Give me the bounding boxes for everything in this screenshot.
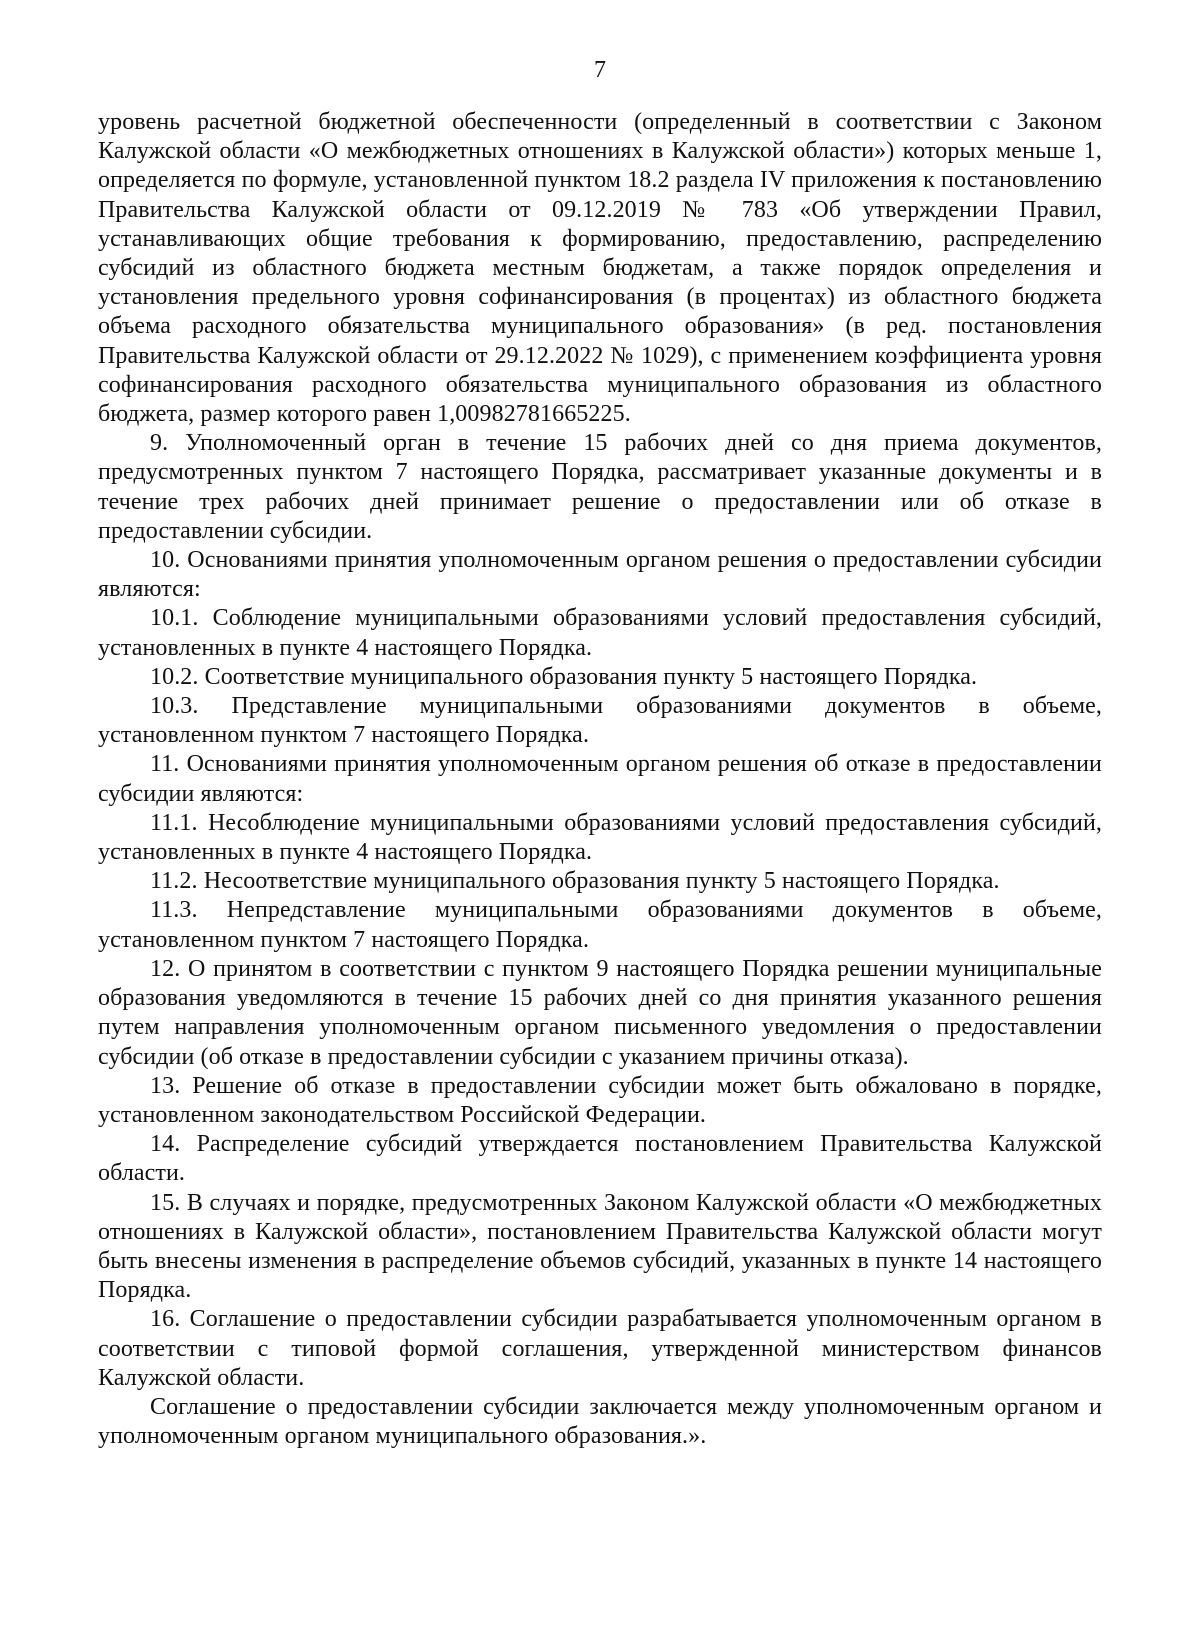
paragraph-item-11: 11. Основаниями принятия уполномоченным органом решения об отказе в предоставлении субсидии являются: (98, 751, 1102, 807)
paragraph-item-14: 14. Распределение субсидий утверждается постановлением Правительства Калужской области. (98, 1131, 1102, 1187)
paragraph-item-15: 15. В случаях и порядке, предусмотренных Законом Калужской области «О межбюджетных отношениях в Калужской области», постановлением Правительства Калужской области могут быть внесены изменения в распределение объемов субсидий, указанных в пункте 14 настоящего Порядка. (98, 1189, 1102, 1304)
paragraph-continuation: уровень расчетной бюджетной обеспеченности (определенный в соответствии с Законом Калужской области «О межбюджетных отношениях в Калужской области») которых меньше 1, определяется по формуле, установленной пунктом 18.2 раздела IV приложения к постановлению Правительства Калужской области от 09.12.2019 № 783 «Об утверждении Правил, устанавливающих общие требования к формированию, предоставлению, распределению субсидий из областного бюджета местным бюджетам, а также порядок определения и установления предельного уровня софинансирования (в процентах) из областного бюджета объема расходного обязательства муниципального образования» (в ред. постановления Правительства Калужской области от 29.12.2022 № 1029), с применением коэффициента уровня софинансирования расходного обязательства муниципального образования из областного бюджета, размер которого равен 1,00982781665225. (98, 109, 1102, 428)
paragraph-item-11-1: 11.1. Несоблюдение муниципальными образованиями условий предоставления субсидий, установленных в пункте 4 настоящего Порядка. (98, 809, 1102, 866)
paragraph-item-10: 10. Основаниями принятия уполномоченным органом решения о предоставлении субсидии являются: (98, 547, 1102, 603)
paragraph-item-10-3: 10.3. Представление муниципальными образованиями документов в объеме, установленном пунктом 7 настоящего Порядка. (98, 693, 1102, 749)
paragraph-final: Соглашение о предоставлении субсидии заключается между уполномоченным органом и уполномоченным органом муниципального образования.». (98, 1393, 1102, 1450)
document-body (98, 108, 1102, 1451)
paragraph-item-10-1: 10.1. Соблюдение муниципальными образованиями условий предоставления субсидий, установленных в пункте 4 настоящего Порядка. (98, 605, 1102, 661)
paragraph-item-12: 12. О принятом в соответствии с пунктом 9 настоящего Порядка решении муниципальные образования уведомляются в течение 15 рабочих дней со дня принятия указанного решения путем направления уполномоченным органом письменного уведомления о предоставлении субсидии (об отказе в предоставлении субсидии с указанием причины отказа). (98, 955, 1102, 1070)
paragraph-item-11-3: 11.3. Непредставление муниципальными образованиями документов в объеме, установленном пунктом 7 настоящего Порядка. (98, 897, 1102, 953)
page-number: 7 (594, 57, 606, 83)
paragraph-item-16: 16. Соглашение о предоставлении субсидии разрабатывается уполномоченным органом в соответствии с типовой формой соглашения, утвержденной министерством финансов Калужской области. (98, 1306, 1102, 1391)
paragraph-item-10-2: 10.2. Соответствие муниципального образования пункту 5 настоящего Порядка. (150, 663, 978, 690)
paragraph-item-9: 9. Уполномоченный орган в течение 15 рабочих дней со дня приема документов, предусмотренных пунктом 7 настоящего Порядка, рассматривает указанные документы и в течение трех рабочих дней принимает решение о предоставлении или об отказе в предоставлении субсидии. (98, 430, 1102, 544)
paragraph-item-13: 13. Решение об отказе в предоставлении субсидии может быть обжаловано в порядке, установленном законодательством Российской Федерации. (98, 1072, 1102, 1128)
paragraph-item-11-2: 11.2. Несоответствие муниципального образования пункту 5 настоящего Порядка. (150, 868, 1000, 895)
